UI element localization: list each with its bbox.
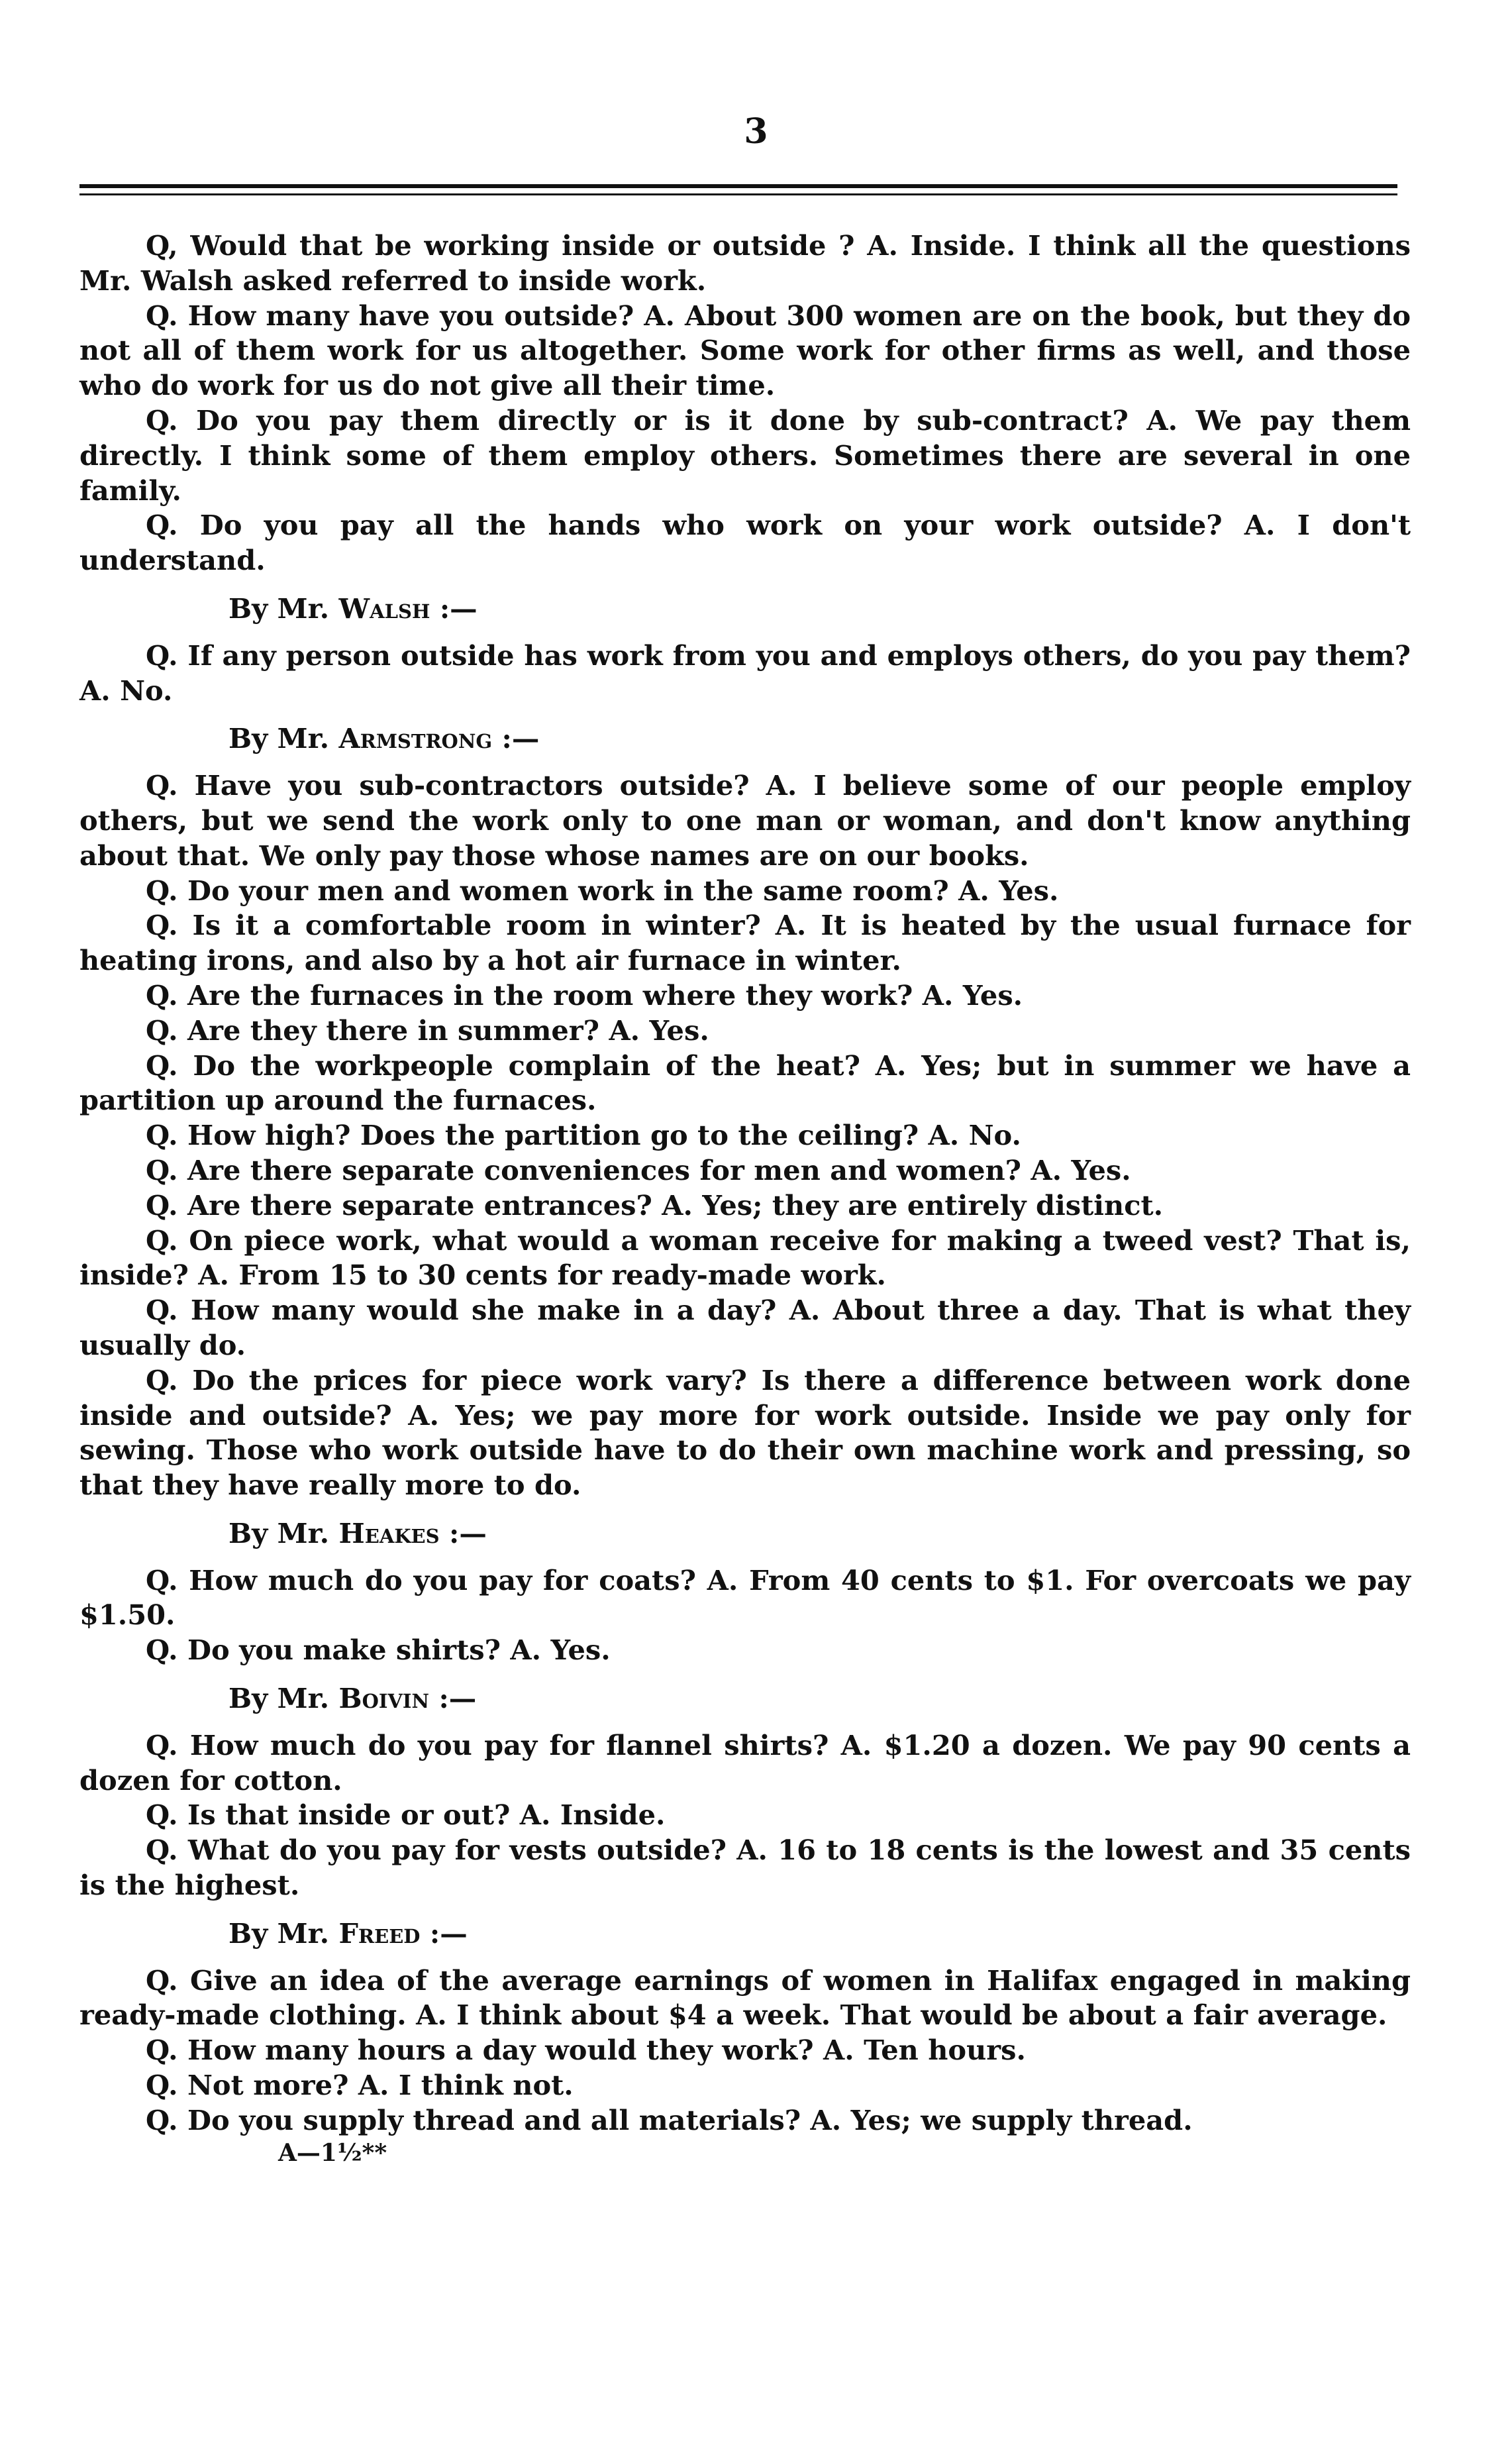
qa-paragraph: Q. Do the workpeople complain of the heat? A. Yes; but in summer we have a partition up around the furnaces.: [79, 1049, 1411, 1117]
speaker-prefix: By Mr.: [228, 722, 339, 755]
qa-paragraph: Q. Do your men and women work in the same room? A. Yes.: [146, 874, 1059, 907]
speaker-suffix: :—: [492, 722, 540, 755]
signature-mark: A—1½**: [278, 2138, 387, 2167]
speaker-name: Boivin: [338, 1682, 430, 1715]
speaker-name: Armstrong: [338, 722, 493, 755]
qa-paragraph: Q. Have you sub-contractors outside? A. I believe some of our people employ others, but we send the work only to one man or woman, and don't know anything about that. We only pay those whose names are on our books.: [79, 769, 1411, 872]
speaker-suffix: :—: [429, 1682, 477, 1715]
speaker-heading: [79, 1916, 1411, 1952]
qa-paragraph: Q. How many have you outside? A. About 300 women are on the book, but they do not all of them work for us altogether. Some work for other firms as well, and those who do work for us do not give all their time.: [79, 299, 1411, 402]
speaker-suffix: :—: [430, 592, 478, 625]
qa-paragraph: Q. Is that inside or out? A. Inside.: [146, 1799, 666, 1832]
speaker-name: Freed: [338, 1916, 421, 1950]
qa-paragraph: Q. Are the furnaces in the room where they work? A. Yes.: [146, 978, 1023, 1012]
speaker-heading: [79, 1516, 1411, 1551]
speaker-prefix: By Mr.: [228, 1916, 339, 1950]
qa-paragraph: Q. Are there separate entrances? A. Yes; they are entirely distinct.: [146, 1188, 1164, 1222]
qa-paragraph: Q. How many hours a day would they work? A. Ten hours.: [146, 2034, 1026, 2067]
qa-paragraph: Q. Are they there in summer? A. Yes.: [146, 1014, 709, 1047]
speaker-heading: [79, 592, 1411, 627]
qa-paragraph: Q. Do you supply thread and all materials? A. Yes; we supply thread.: [146, 2103, 1193, 2136]
speaker-prefix: By Mr.: [228, 1516, 339, 1549]
qa-paragraph: Q. What do you pay for vests outside? A. 16 to 18 cents is the lowest and 35 cents is the highest.: [79, 1834, 1411, 1902]
qa-paragraph: Q. Do you pay all the hands who work on your work outside? A. I don't understand.: [79, 509, 1411, 577]
header-rule-thin: [79, 193, 1397, 195]
qa-paragraph: Q. How many would she make in a day? A. About three a day. That is what they usually do.: [79, 1294, 1411, 1361]
qa-paragraph: Q, Would that be working inside or outside ? A. Inside. I think all the questions Mr. Walsh asked referred to inside work.: [79, 229, 1411, 297]
qa-paragraph: Q. Are there separate conveniences for men and women? A. Yes.: [146, 1153, 1131, 1186]
speaker-prefix: By Mr.: [228, 592, 339, 625]
qa-paragraph: Q. How much do you pay for coats? A. From 40 cents to $1. For overcoats we pay $1.50.: [79, 1563, 1411, 1632]
speaker-heading: [79, 1681, 1411, 1716]
speaker-name: Walsh: [338, 592, 430, 625]
qa-paragraph: Q. Do the prices for piece work vary? Is there a difference between work done inside and outside? A. Yes; we pay more for work outside. Inside we pay only for sewing. Those who work outside have to do their own machine work and pressing, so that they have really more to do.: [79, 1363, 1411, 1502]
qa-paragraph: Q. How high? Does the partition go to the ceiling? A. No.: [146, 1119, 1021, 1152]
qa-paragraph: Q. If any person outside has work from you and employs others, do you pay them? A. No.: [79, 639, 1411, 707]
qa-paragraph: Q. Not more? A. I think not.: [146, 2069, 574, 2102]
speaker-suffix: :—: [420, 1916, 468, 1950]
speaker-name: Heakes: [338, 1516, 440, 1549]
testimony-text: [79, 229, 1411, 2168]
qa-paragraph: Q. On piece work, what would a woman receive for making a tweed vest? That is, inside? A. From 15 to 30 cents for ready-made work.: [79, 1224, 1411, 1292]
qa-paragraph: Q. Give an idea of the average earnings of women in Halifax engaged in making ready-made clothing. A. I think about $4 a week. That would be about a fair average.: [79, 1963, 1411, 2032]
header-rule-thick: [79, 184, 1397, 188]
qa-paragraph: Q. Is it a comfortable room in winter? A. It is heated by the usual furnace for heating irons, and also by a hot air furnace in winter.: [79, 909, 1411, 977]
speaker-prefix: By Mr.: [228, 1682, 339, 1715]
qa-paragraph: Q. Do you pay them directly or is it done by sub-contract? A. We pay them directly. I think some of them employ others. Sometimes there are several in one family.: [79, 403, 1411, 507]
page-number: 3: [744, 111, 768, 152]
speaker-suffix: :—: [439, 1516, 487, 1549]
speaker-heading: [79, 721, 1411, 757]
qa-paragraph: Q. Do you make shirts? A. Yes.: [146, 1634, 611, 1667]
qa-paragraph: Q. How much do you pay for flannel shirts? A. $1.20 a dozen. We pay 90 cents a dozen for cotton.: [79, 1728, 1411, 1797]
